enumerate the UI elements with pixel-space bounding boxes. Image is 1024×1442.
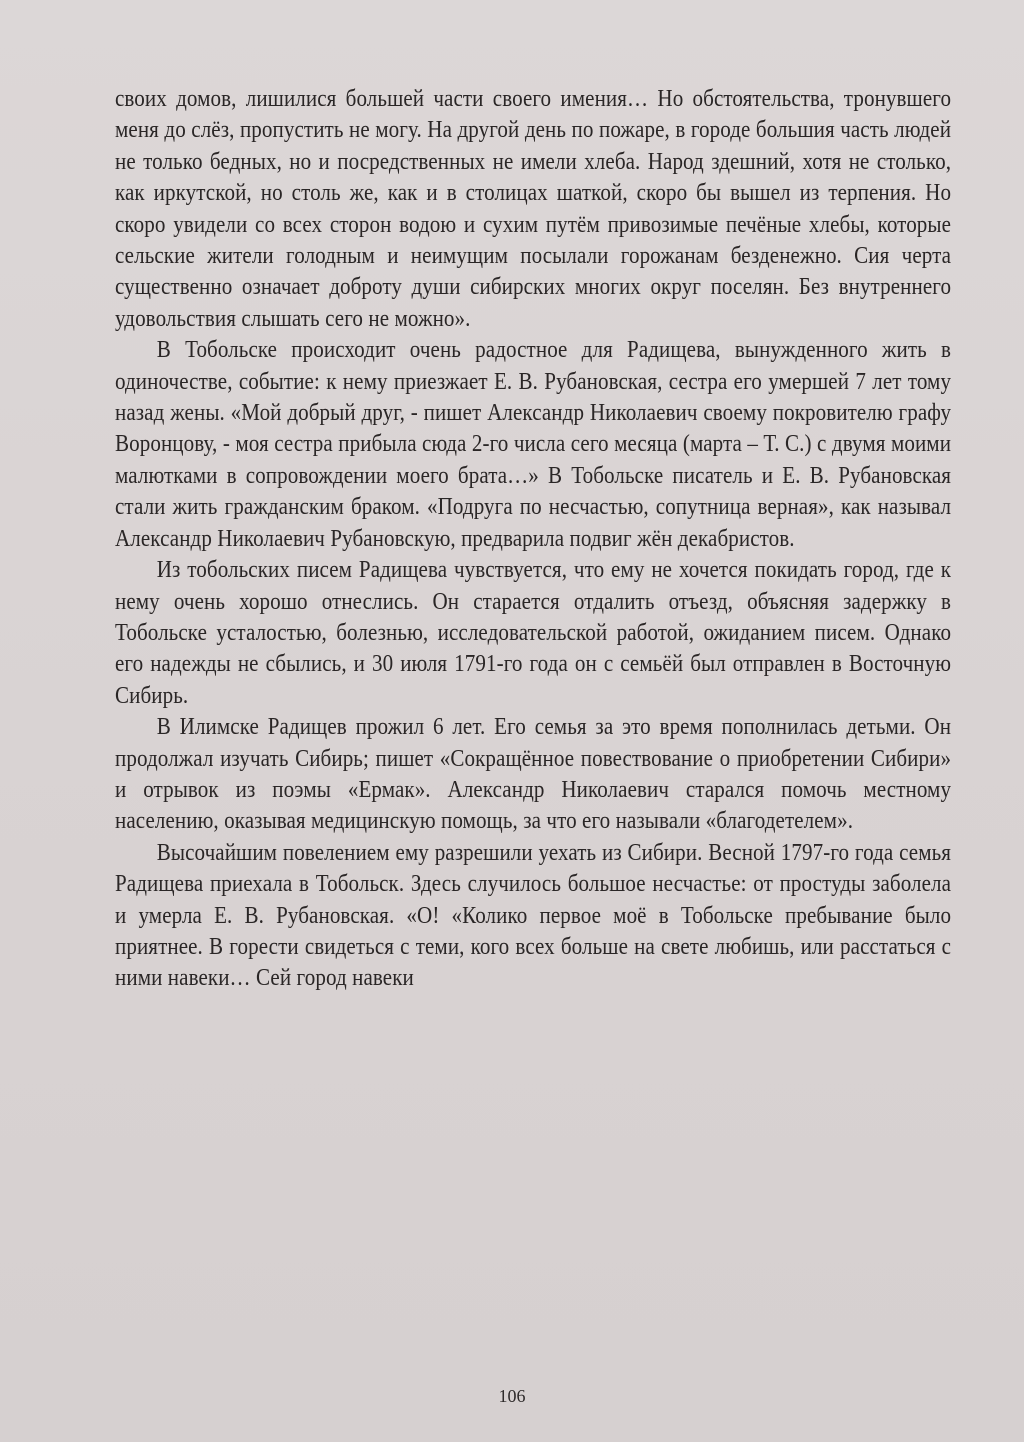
paragraph: Из тобольских писем Радищева чувствуется, что ему не хочется покидать город, где к нему очень хорошо отнеслись. Он старается отдалить отъезд, объясняя задержку в Тобольске усталостью, болезнью, исследовательской работой, ожиданием писем. Однако его надежды не сбылись, и 30 июля 1791-го года он с семьёй был отправлен в Восточную Сибирь. [115,556,952,709]
paragraph: своих домов, лишилися большей части своего имения… Но обстоятельства, тронувшего меня до слёз, пропустить не могу. На другой день по пожаре, в городе большия часть людей не только бедных, но и посредственных не имели хлеба. Народ здешний, хотя не столько, как иркутской, но столь же, как и в столицах шаткой, скоро бы вышел из терпения. Но скоро увидели со всех сторон водою и сухим путём привозимые печёные хлебы, которые сельские жители голодным и неимущим посылали горожанам безденежно. Сия черта существенно означает доброту души сибирских многих округ поселян. Без внутреннего удовольствия слышать сего не можно». [115,85,952,332]
page-body [115,83,951,994]
page-number: 106 [498,1386,526,1406]
paragraph: В Илимске Радищев прожил 6 лет. Его семья за это время пополнилась детьми. Он продолжал изучать Сибирь; пишет «Сокращённое повествование о приобретении Сибири» и отрывок из поэмы «Ермак». Александр Николаевич старался помочь местному населению, оказывая медицинскую помощь, за что его называли «благодетелем». [115,713,952,835]
paragraph: В Тобольске происходит очень радостное для Радищева, вынужденного жить в одиночестве, событие: к нему приезжает Е. В. Рубановская, сестра его умершей 7 лет тому назад жены. «Мой добрый друг, - пишет Александр Николаевич своему покровителю графу Воронцову, - моя сестра прибыла сюда 2-го числа сего месяца (марта – Т. С.) с двумя моими малютками в сопровождении моего брата…» В Тобольске писатель и Е. В. Рубановская стали жить гражданским браком. «Подруга по несчастью, сопутница верная», как называл Александр Николаевич Рубановскую, предварила подвиг жён декабристов. [115,336,952,552]
paragraph: Высочайшим повелением ему разрешили уехать из Сибири. Весной 1797-го года семья Радищева приехала в Тобольск. Здесь случилось большое несчастье: от простуды заболела и умерла Е. В. Рубановская. «О! «Колико первое моё в Тобольске пребывание было приятнее. В горести свидеться с теми, кого всех больше на свете любишь, или расстаться с ними навеки… Сей город навеки [115,838,952,992]
